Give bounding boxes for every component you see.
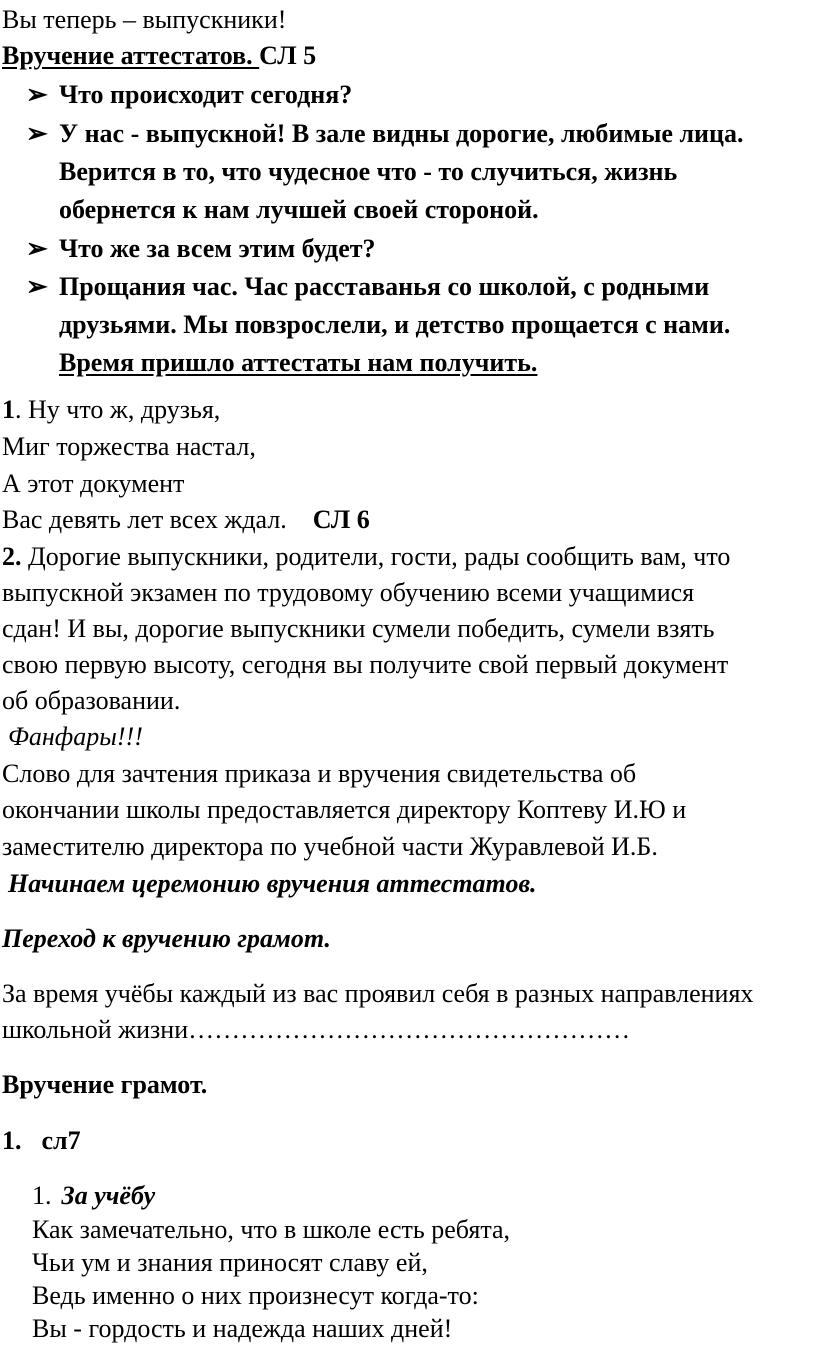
part2-line: выпускной экзамен по трудовому обучению всеми учащимися bbox=[2, 578, 695, 607]
part1-line bbox=[2, 393, 220, 427]
certificates-heading: Вручение грамот. bbox=[2, 1070, 208, 1099]
part2-line: сдан! И вы, дорогие выпускники сумели победить, сумели взять bbox=[2, 614, 715, 643]
poem-title-text: За учёбу bbox=[61, 1181, 156, 1210]
part1-line: Миг торжества настал, bbox=[2, 432, 256, 461]
poem-line: Вы - гордость и надежда наших дней! bbox=[32, 1314, 453, 1343]
bullet-text: Что же за всем этим будет? bbox=[59, 234, 376, 263]
poem-line: Ведь именно о них произнесут когда-то: bbox=[32, 1281, 479, 1310]
poem-title bbox=[32, 1179, 155, 1213]
part2-line: свою первую высоту, сегодня вы получите свой первый документ bbox=[2, 650, 729, 679]
fanfare-note: Фанфары!!! bbox=[8, 722, 143, 751]
slide-marker: СЛ 5 bbox=[259, 41, 317, 70]
part1-text: . Ну что ж, друзья, bbox=[15, 395, 221, 424]
slide-marker: СЛ 6 bbox=[312, 505, 370, 534]
part1-line bbox=[2, 503, 370, 537]
intro-line: Вы теперь – выпускники! bbox=[2, 5, 287, 34]
ceremony-note: Начинаем церемонию вручения аттестатов. bbox=[8, 869, 537, 898]
section-heading bbox=[2, 39, 316, 73]
merits-line: школьной жизни…………………………………………… bbox=[2, 1015, 631, 1044]
bullet-text: Верится в то, что чудесное что - то случиться, жизнь bbox=[59, 157, 678, 186]
slide7-item bbox=[2, 1124, 81, 1158]
poem-line: Как замечательно, что в школе есть ребята, bbox=[32, 1215, 511, 1244]
part-number: 1 bbox=[2, 395, 15, 424]
bullet-text-underlined: Время пришло аттестаты нам получить. bbox=[59, 348, 538, 377]
transition-heading: Переход к вручению грамот. bbox=[2, 924, 331, 953]
bullet-text: обернется к нам лучшей своей стороной. bbox=[59, 195, 539, 224]
bullet-icon: ➢ bbox=[26, 234, 48, 263]
order-line: окончании школы предоставляется директору Коптеву И.Ю и bbox=[2, 795, 687, 824]
bullet-icon: ➢ bbox=[26, 119, 48, 148]
slide-marker: сл7 bbox=[41, 1126, 81, 1155]
order-line: заместителю директора по учебной части Журавлевой И.Б. bbox=[2, 832, 658, 861]
part2-line bbox=[2, 540, 730, 574]
merits-line: За время учёбы каждый из вас проявил себя в разных направлениях bbox=[2, 979, 754, 1008]
heading-underlined: Вручение аттестатов. bbox=[2, 41, 260, 70]
poem-line: Чьи ум и знания приносят славу ей, bbox=[32, 1248, 428, 1277]
part2-text: Дорогие выпускники, родители, гости, рады сообщить вам, что bbox=[21, 542, 731, 571]
bullet-text: У нас - выпускной! В зале видны дорогие, любимые лица. bbox=[59, 119, 744, 148]
part2-line: об образовании. bbox=[2, 686, 181, 715]
order-line: Слово для зачтения приказа и вручения свидетельства об bbox=[2, 759, 637, 788]
item-number: 1. bbox=[2, 1126, 22, 1155]
bullet-text: Что происходит сегодня? bbox=[59, 80, 353, 109]
part1-text: Вас девять лет всех ждал. bbox=[2, 505, 287, 534]
part-number: 2. bbox=[2, 542, 22, 571]
bullet-icon: ➢ bbox=[26, 80, 48, 109]
poem-number: 1. bbox=[32, 1181, 52, 1210]
bullet-text: друзьями. Мы повзрослели, и детство прощается с нами. bbox=[59, 310, 731, 339]
bullet-text: Прощания час. Час расставанья со школой, с родными bbox=[59, 272, 710, 301]
part1-line: А этот документ bbox=[2, 469, 185, 498]
bullet-icon: ➢ bbox=[26, 272, 48, 301]
